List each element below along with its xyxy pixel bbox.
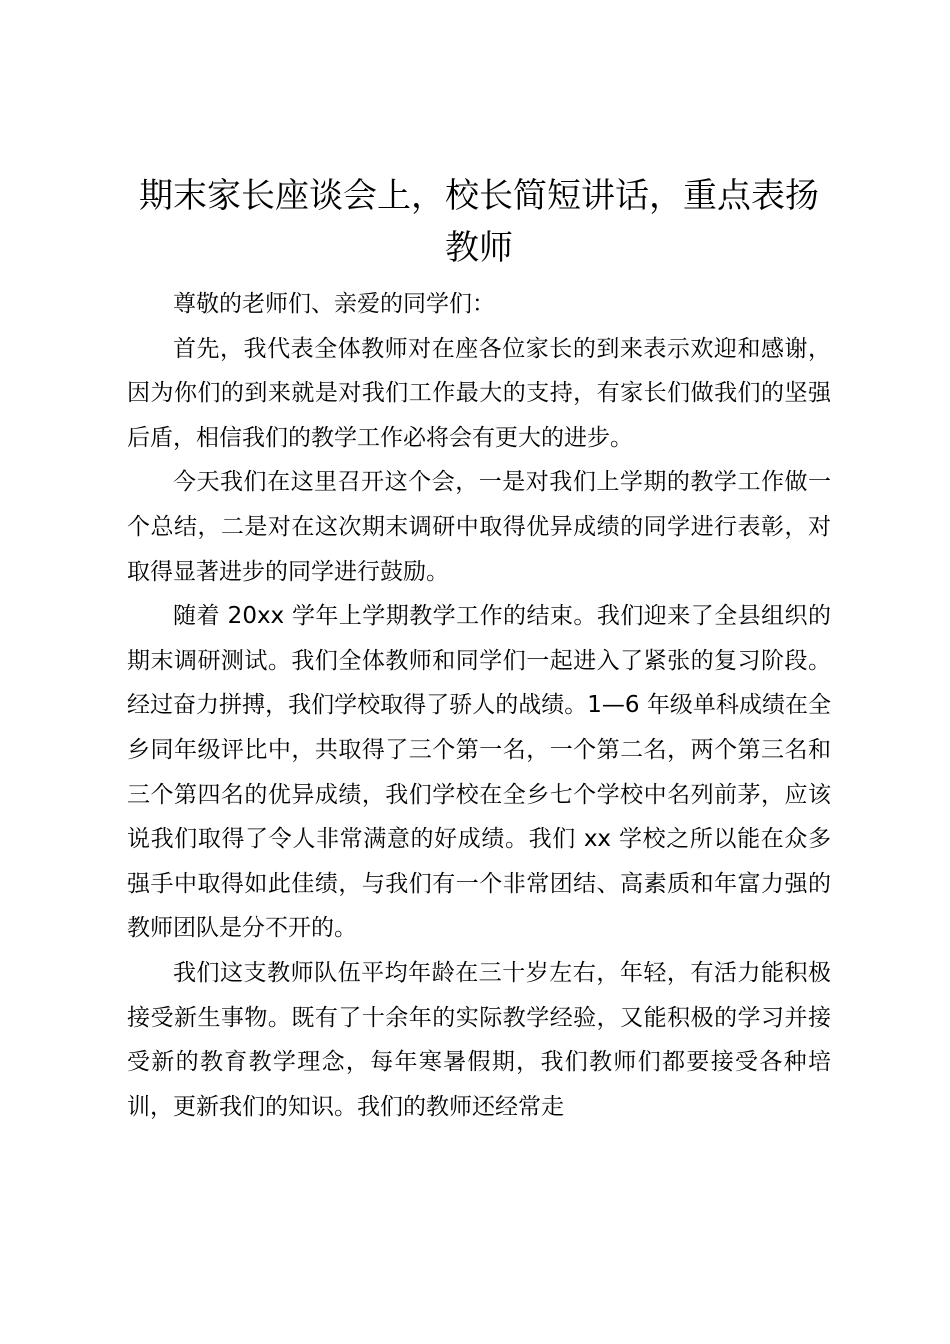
body-paragraph: 今天我们在这里召开这个会，一是对我们上学期的教学工作做一个总结，二是对在这次期末调研中取得优异成绩的同学进行表彰，对取得显著进步的同学进行鼓励。 (127, 469, 831, 585)
document-body (127, 282, 831, 1129)
salutation-paragraph: 尊敬的老师们、亲爱的同学们： (173, 291, 495, 317)
document-title: 期末家长座谈会上，校长简短讲话，重点表扬教师 (139, 176, 819, 268)
body-paragraph: 我们这支教师队伍平均年龄在三十岁左右，年轻，有活力能积极接受新生事物。既有了十余年的实际教学经验，又能积极的学习并接受新的教育教学理念，每年寒暑假期，我们教师们都要接受各种培训，更新我们的知识。我们的教师还经常走 (127, 959, 831, 1120)
document-page (127, 170, 831, 1129)
body-paragraph: 随着 20xx 学年上学期教学工作的结束。我们迎来了全县组织的期末调研测试。我们全体教师和同学们一起进入了紧张的复习阶段。经过奋力拼搏，我们学校取得了骄人的战绩。1—6 年级单科成绩在全乡同年级评比中，共取得了三个第一名，一个第二名，两个第三名和三个第四名的优异成绩，我们学校在全乡七个学校中名列前茅，应该说我们取得了令人非常满意的好成绩。我们 xx 学校之所以能在众多强手中取得如此佳绩，与我们有一个非常团结、高素质和年富力强的教师团队是分不开的。 (127, 603, 831, 942)
body-paragraph: 首先，我代表全体教师对在座各位家长的到来表示欢迎和感谢，因为你们的到来就是对我们工作最大的支持，有家长们做我们的坚强后盾，相信我们的教学工作必将会有更大的进步。 (127, 335, 831, 451)
